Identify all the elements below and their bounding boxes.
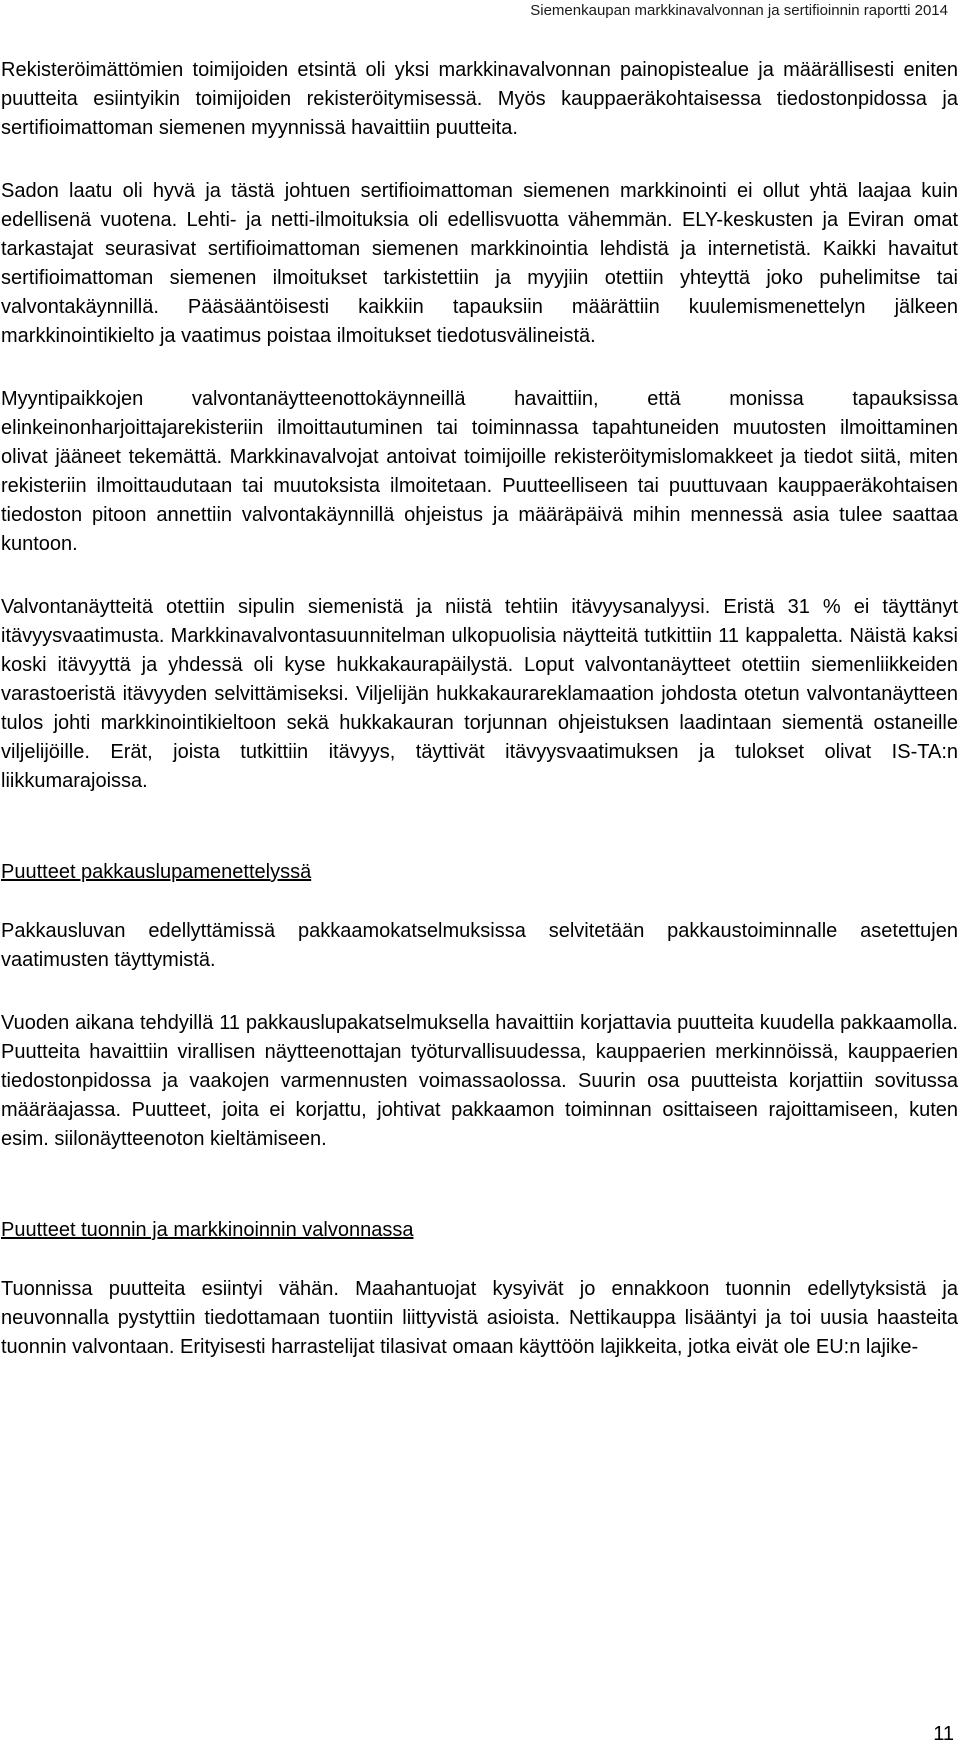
page-number: 11: [933, 1723, 954, 1745]
running-header: Siemenkaupan markkinavalvonnan ja sertifioinnin raportti 2014: [530, 2, 948, 19]
paragraph-sales-point-visits: Myyntipaikkojen valvontanäytteenottokäynneillä havaittiin, että monissa tapauksissa elinkeinonharjoittajarekisteriin ilmoittautuminen tai toiminnassa tapahtuneiden muutosten ilmoittaminen olivat jääneet tekemättä. Markkinavalvojat antoivat toimijoille rekisteröitymislomakkeet ja tiedot siitä, miten rekisteriin ilmoittaudutaan tai muutoksista ilmoitetaan. Puutteelliseen tai puuttuvaan kauppaeräkohtaisen tiedoston pitoon annettiin valvontakäynnillä ohjeistus ja määräpäivä mihin mennessä asia tulee saattaa kuntoon.: [1, 388, 958, 555]
paragraph-control-samples: Valvontanäytteitä otettiin sipulin siemenistä ja niistä tehtiin itävyysanalyysi. Eristä 31 % ei täyttänyt itävyysvaatimusta. Markkinavalvontasuunnitelman ulkopuolisia näytteitä tutkittiin 11 kappaletta. Näistä kaksi koski itävyyttä ja yhdessä oli kyse hukkakaurapäilystä. Loput valvontanäytteet otettiin siemenliikkeiden varastoeristä itävyyden selvittämiseksi. Viljelijän hukkakaurareklamaation johdosta otetun valvontanäytteen tulos johti markkinointikieltoon sekä hukkakauran torjunnan ohjeistuksen laadintaan siementä ostaneille viljelijöille. Erät, joista tutkittiin itävyys, täyttivät itävyysvaatimuksen ja tulokset olivat IS-TA:n liikkumarajoissa.: [1, 596, 958, 792]
heading-packaging-permits: Puutteet pakkauslupamenettelyssä: [1, 861, 312, 883]
paragraph-harvest-quality: Sadon laatu oli hyvä ja tästä johtuen sertifioimattoman siemenen markkinointi ei ollut yhtä laajaa kuin edellisenä vuotena. Lehti- ja netti-ilmoituksia oli edellisvuotta vähemmän. ELY-keskusten ja Eviran omat tarkastajat seurasivat sertifioimattoman siemenen markkinointia lehdistä ja internetistä. Kaikki havaitut sertifioimattoman siemenen ilmoitukset tarkistettiin ja myyjiin otettiin yhteyttä joko puhelimitse tai valvontakäynnillä. Pääsääntöisesti kaikkiin tapauksiin määrättiin kuulemismenettelyn jälkeen markkinointikielto ja vaatimus poistaa ilmoitukset tiedotusvälineistä.: [1, 180, 958, 347]
paragraph-packaging-inspections: Pakkausluvan edellyttämissä pakkaamokatselmuksissa selvitetään pakkaustoiminnalle asetettujen vaatimusten täyttymistä.: [1, 920, 958, 971]
heading-import-marketing: Puutteet tuonnin ja markkinoinnin valvonnassa: [1, 1219, 414, 1241]
paragraph-unregistered-operators: Rekisteröimättömien toimijoiden etsintä oli yksi markkinavalvonnan painopistealue ja määrällisesti eniten puutteita esiintyikin toimijoiden rekisteröitymisessä. Myös kauppaeräkohtaisessa tiedostonpidossa ja sertifioimattoman siemenen myynnissä havaittiin puutteita.: [1, 59, 958, 139]
paragraph-import-findings: Tuonnissa puutteita esiintyi vähän. Maahantuojat kysyivät jo ennakkoon tuonnin edellytyksistä ja neuvonnalla pystyttiin tiedottamaan tuontiin liittyvistä asioista. Nettikauppa lisääntyi ja toi uusia haasteita tuonnin valvontaan. Erityisesti harrastelijat tilasivat omaan käyttöön lajikkeita, jotka eivät ole EU:n lajike-: [1, 1278, 958, 1358]
page-body: [0, 56, 960, 1396]
paragraph-packaging-findings: Vuoden aikana tehdyillä 11 pakkauslupakatselmuksella havaittiin korjattavia puutteita kuudella pakkaamolla. Puutteita havaittiin virallisen näytteenottajan työturvallisuudessa, kauppaerien merkinnöissä, kauppaerien tiedostonpidossa ja vaakojen varmennusten voimassaolossa. Suurin osa puutteista korjattiin sovitussa määräajassa. Puutteet, joita ei korjattu, johtivat pakkaamon toiminnan osittaiseen rajoittamiseen, kuten esim. siilonäytteenoton kieltämiseen.: [1, 1012, 958, 1150]
